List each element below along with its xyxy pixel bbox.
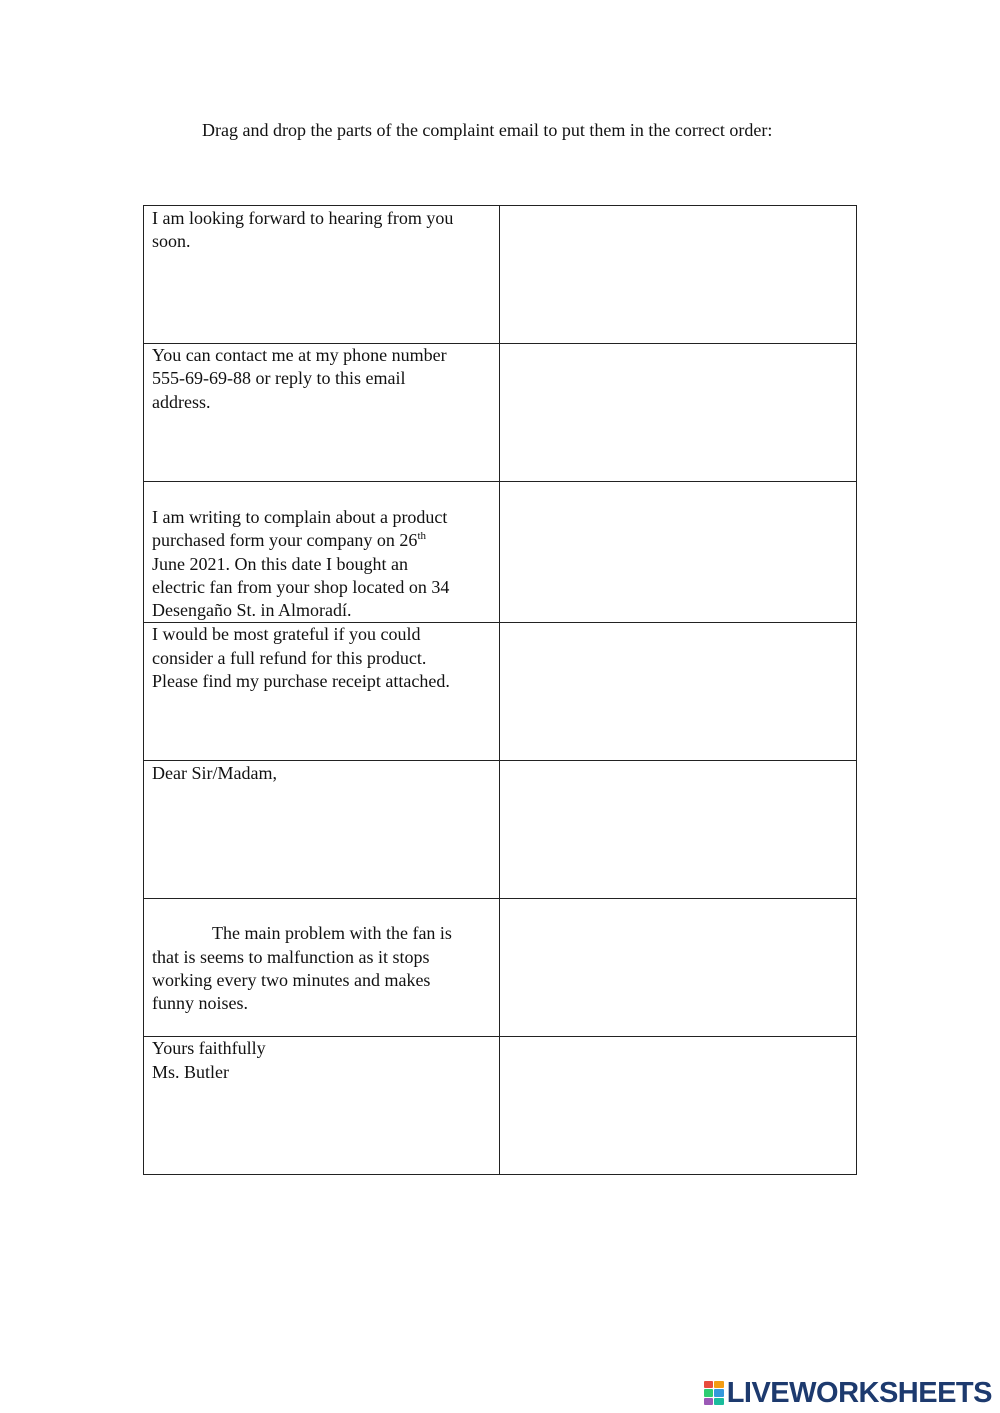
- email-part-cell: [144, 761, 500, 899]
- opening-text-after: June 2021. On this date I bought an electric fan from your shop located on 34 Desengaño St. in Almoradí.: [152, 553, 450, 621]
- answer-cell: [500, 1037, 857, 1175]
- brand-name: LIVEWORKSHEETS: [726, 1377, 992, 1409]
- table-row: [144, 761, 857, 899]
- liveworksheets-logo-icon: [704, 1381, 724, 1405]
- answer-cell: [500, 344, 857, 482]
- email-part-cell: [144, 344, 500, 482]
- drop-zone-4[interactable]: [500, 623, 856, 760]
- email-part-cell: [144, 1037, 500, 1175]
- logo-square: [704, 1398, 714, 1405]
- email-part-sign-off[interactable]: Yours faithfully Ms. Butler: [152, 1038, 266, 1082]
- answer-cell: [500, 761, 857, 899]
- drop-zone-6[interactable]: [500, 899, 856, 1036]
- problem-text: The main problem with the fan is that is seems to malfunction as it stops working every two minutes and makes funny noises.: [152, 923, 452, 1014]
- instruction-text: Drag and drop the parts of the complaint email to put them in the correct order:: [202, 120, 773, 140]
- table-row: [144, 899, 857, 1037]
- answer-cell: [500, 482, 857, 623]
- email-part-cell: [144, 206, 500, 344]
- email-part-contact-details[interactable]: You can contact me at my phone number 555-69-69-88 or reply to this email address.: [152, 345, 447, 412]
- logo-square: [714, 1389, 724, 1396]
- email-part-cell: [144, 899, 500, 1037]
- email-part-cell: [144, 623, 500, 761]
- table-row: [144, 482, 857, 623]
- email-part-problem-description[interactable]: [144, 899, 499, 1015]
- ordering-table: [143, 205, 857, 1175]
- drop-zone-1[interactable]: [500, 206, 856, 343]
- table-row: [144, 1037, 857, 1175]
- answer-cell: [500, 899, 857, 1037]
- table-row: [144, 344, 857, 482]
- email-part-closing-line[interactable]: I am looking forward to hearing from you soon.: [152, 208, 454, 252]
- drop-zone-5[interactable]: [500, 761, 856, 898]
- email-part-cell: [144, 482, 500, 623]
- liveworksheets-brand: [704, 1379, 992, 1407]
- drop-zone-2[interactable]: [500, 344, 856, 481]
- answer-cell: [500, 206, 857, 344]
- logo-square: [714, 1398, 724, 1405]
- drop-zone-7[interactable]: [500, 1037, 856, 1174]
- drop-zone-3[interactable]: [500, 482, 856, 622]
- opening-text-before: I am writing to complain about a product purchased form your company on 26: [152, 507, 448, 551]
- table-row: [144, 206, 857, 344]
- logo-square: [714, 1381, 724, 1388]
- logo-square: [704, 1381, 714, 1388]
- logo-square: [704, 1389, 714, 1396]
- answer-cell: [500, 623, 857, 761]
- email-part-opening-paragraph[interactable]: [144, 482, 499, 622]
- table-row: [144, 623, 857, 761]
- email-part-greeting[interactable]: Dear Sir/Madam,: [152, 763, 277, 784]
- ordinal-superscript: th: [417, 530, 426, 543]
- email-part-refund-request[interactable]: I would be most grateful if you could consider a full refund for this product. Please find my purchase receipt attached.: [152, 624, 450, 692]
